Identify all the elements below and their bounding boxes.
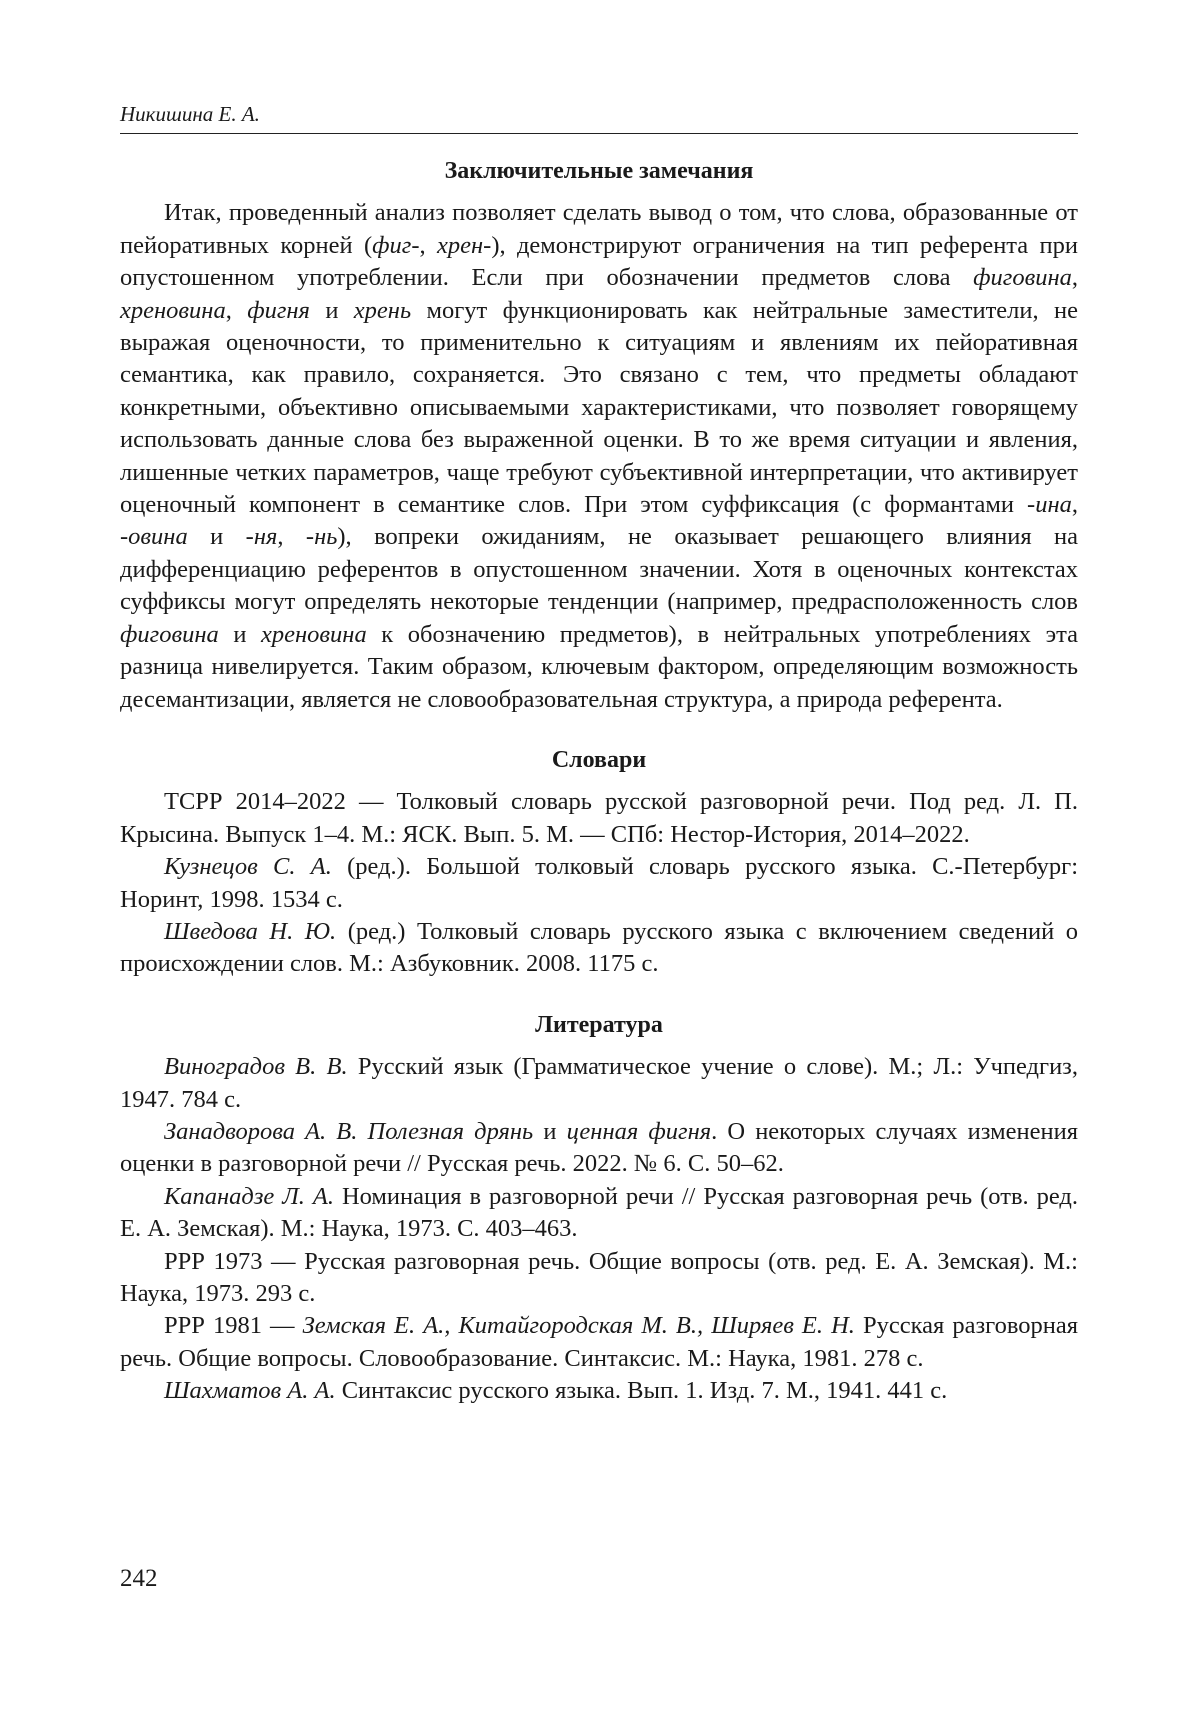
literature-entry (120, 1051, 1078, 1116)
literature-entry (120, 1310, 1078, 1375)
entry-text: . О некоторых случаях изменения оценки в разговорной речи // Русская речь. 2022. № 6. С. 50–62. (120, 1117, 1078, 1178)
text-run: ), вопреки ожиданиям, не оказывает решающего влияния на дифференциацию референтов в опустошенном значении. Хотя в оценочных контекстах суффиксы могут определять некоторые тенденции (например, предрасположенность слов (120, 523, 1079, 616)
text-run: , (277, 523, 306, 551)
entry-text: Синтаксис русского языка. Вып. 1. Изд. 7. М., 1941. 441 с. (335, 1377, 948, 1405)
italic-term: -овина (120, 523, 188, 551)
text-run: и (309, 296, 354, 324)
dictionary-entry (120, 851, 1078, 916)
italic-term: хрень (353, 296, 412, 324)
text-run: ), демонстрируют ограничения на тип референта при опустошенном употреблении. Если при обозначении предметов слова (120, 231, 1079, 292)
text-run: Итак, проведенный анализ позволяет сделать вывод о том, что слова, образованные от пейоративных корней ( (120, 199, 1078, 259)
literature-entry (120, 1375, 1078, 1407)
running-head: Никишина Е. А. (120, 102, 260, 126)
literature-entry: РРР 1973 — Русская разговорная речь. Общие вопросы (отв. ред. Е. А. Земская). М.: Наука, 1973. 293 с. (120, 1247, 1078, 1307)
text-run: и (218, 620, 262, 648)
dictionary-entry: ТСРР 2014–2022 — Толковый словарь русской разговорной речи. Под ред. Л. П. Крысина. Выпуск 1–4. М.: ЯСК. Вып. 5. М. — СПб: Нестор-История, 2014–2022. (120, 788, 1078, 848)
text-run: могут функционировать как нейтральные заместители, не выражая оценочности, то применительно к ситуациям и явлениям их пейоративная семантика, как правило, сохраняется. Это связано с тем, что предметы обладают конкретными, объективно описываемыми характеристиками, что позволяет говорящему использовать данные слова без выраженной оценки. В то же время ситуации и явления, лишенные четких параметров, чаще требуют субъективной интерпретации, что активирует оценочный компонент в семантике слов. При этом суффиксация (с формантами (120, 296, 1078, 519)
entry-author: Занадворова А. В. Полезная дрянь (164, 1117, 534, 1145)
dictionary-entry (120, 916, 1078, 981)
literature-heading: Литература (535, 1011, 663, 1038)
entry-italic: ценная фигня (566, 1117, 712, 1145)
italic-term: фиговина (120, 620, 219, 648)
conclusion-paragraph (120, 197, 1078, 716)
italic-term: фиговина (973, 264, 1072, 292)
entry-author: Кузнецов С. А. (164, 853, 332, 881)
content (120, 155, 1078, 1408)
dictionaries-heading: Словари (551, 746, 647, 773)
entry-text: (ред.) Толковый словарь русского языка с включением сведений о происхождении слов. М.: Азбуковник. 2008. 1175 с. (120, 917, 1078, 978)
entry-author: Земская Е. А., Китайгородская М. В., Ширяев Е. Н. (302, 1312, 855, 1340)
italic-term: хреновина (120, 296, 226, 324)
literature-entry (120, 1181, 1078, 1246)
literature-entry (120, 1116, 1078, 1181)
italic-term: фиг- (372, 231, 420, 259)
page-number: 242 (120, 1565, 158, 1592)
text-run: , (1071, 491, 1078, 519)
text-run: к обозначению предметов), в нейтральных употреблениях эта разница нивелируется. Таким образом, ключевым фактором, определяющим возможность десемантизации, является не словообразовательная структура, а природа референта. (120, 620, 1078, 713)
entry-author: Шахматов А. А. (164, 1377, 336, 1405)
italic-term: хрен- (437, 231, 492, 259)
italic-term: -ня (245, 523, 278, 551)
text-run: , (419, 231, 438, 259)
entry-author: Шведова Н. Ю. (164, 917, 337, 945)
italic-term: хреновина (261, 620, 367, 648)
text-run: и (187, 523, 246, 551)
italic-term: фигня (247, 296, 310, 324)
entry-text: Русская разговорная речь. Общие вопросы. Словообразование. Синтаксис. М.: Наука, 1981. 278 с. (120, 1312, 1078, 1372)
entry-text: (ред.). Большой толковый словарь русского языка. С.-Петербург: Норинт, 1998. 1534 с. (120, 853, 1078, 913)
entry-text: Русский язык (Грамматическое учение о слове). М.; Л.: Учпедгиз, 1947. 784 с. (120, 1053, 1078, 1113)
entry-author: Капанадзе Л. А. (164, 1182, 334, 1210)
entry-author: Виноградов В. В. (164, 1053, 348, 1081)
header-rule (120, 133, 1078, 134)
entry-text: РРР 1981 — (164, 1312, 303, 1340)
conclusion-heading: Заключительные замечания (444, 158, 754, 184)
entry-text: и (533, 1117, 567, 1145)
text-run: , (1071, 264, 1078, 292)
italic-term: -ина (1027, 491, 1072, 519)
text-run: , (225, 296, 248, 324)
entry-text: Номинация в разговорной речи // Русская разговорная речь (отв. ред. Е. А. Земская). М.: Наука, 1973. С. 403–463. (120, 1182, 1078, 1243)
italic-term: -нь (305, 523, 338, 551)
